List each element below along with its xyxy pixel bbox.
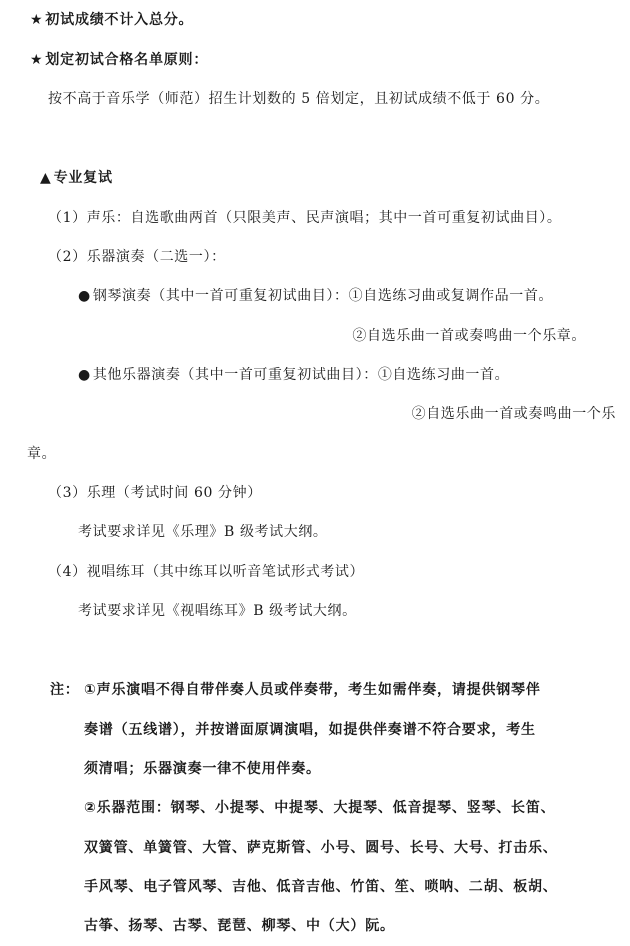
piano-line-1 (78, 286, 553, 306)
notes-label: 注： (50, 682, 80, 698)
sight-singing-title: （4）视唱练耳（其中练耳以听音笔试形式考试） (48, 564, 365, 580)
bullet-icon: ● (78, 288, 91, 304)
bullet-icon: ● (78, 367, 91, 383)
other-instrument-line-1 (78, 365, 509, 385)
piano-line-1-text: 钢琴演奏（其中一首可重复初试曲目）：①自选练习曲或复调作品一首。 (92, 288, 554, 304)
note-2-line-2: 双簧管、单簧管、大管、萨克斯管、小号、圆号、长号、大号、打击乐、 (84, 840, 558, 856)
other-instrument-line-2: ②自选乐曲一首或奏鸣曲一个乐 (411, 406, 616, 422)
note-2-line-4: 古筝、扬琴、古琴、琵琶、柳琴、中（大）阮。 (84, 918, 395, 934)
piano-line-2: ②自选乐曲一首或奏鸣曲一个乐章。 (352, 328, 586, 344)
other-instrument-line-1-text: 其他乐器演奏（其中一首可重复初试曲目）：①自选练习曲一首。 (92, 367, 510, 383)
theory-title: （3）乐理（考试时间 60 分钟） (48, 485, 262, 501)
principle-body: 按不高于音乐学（师范）招生计划数的 5 倍划定，且初试成绩不低于 60 分。 (48, 91, 550, 107)
sight-singing-detail: 考试要求详见《视唱练耳》B 级考试大纲。 (78, 603, 357, 619)
theory-detail: 考试要求详见《乐理》B 级考试大纲。 (78, 524, 328, 540)
star-icon: ★ (30, 52, 44, 68)
retest-item-instrument: （2）乐器演奏（二选一）： (48, 249, 226, 265)
principle-heading-text: 划定初试合格名单原则： (45, 52, 209, 68)
note-1-line-2: 奏谱（五线谱），并按谱面原调演唱，如提供伴奏谱不符合要求，考生 (84, 722, 536, 738)
retest-item-vocal: （1）声乐：自选歌曲两首（只限美声、民声演唱；其中一首可重复初试曲目）。 (48, 210, 562, 226)
note-2-line-3: 手风琴、电子管风琴、吉他、低音吉他、竹笛、笙、唢呐、二胡、板胡、 (84, 879, 558, 895)
not-counted-note (30, 10, 193, 30)
retest-heading (40, 168, 113, 188)
note-2-line-1: ②乐器范围：钢琴、小提琴、中提琴、大提琴、低音提琴、竖琴、长笛、 (84, 800, 556, 816)
triangle-icon: ▲ (40, 170, 52, 186)
note-1-line-1: ①声乐演唱不得自带伴奏人员或伴奏带，考生如需伴奏，请提供钢琴伴 (84, 682, 541, 698)
principle-heading (30, 50, 208, 70)
other-instrument-line-3: 章。 (27, 446, 57, 462)
star-icon: ★ (30, 12, 44, 28)
note-1-line-3: 须清唱；乐器演奏一律不使用伴奏。 (84, 761, 321, 777)
not-counted-text: 初试成绩不计入总分。 (45, 12, 194, 28)
retest-heading-text: 专业复试 (53, 170, 113, 186)
